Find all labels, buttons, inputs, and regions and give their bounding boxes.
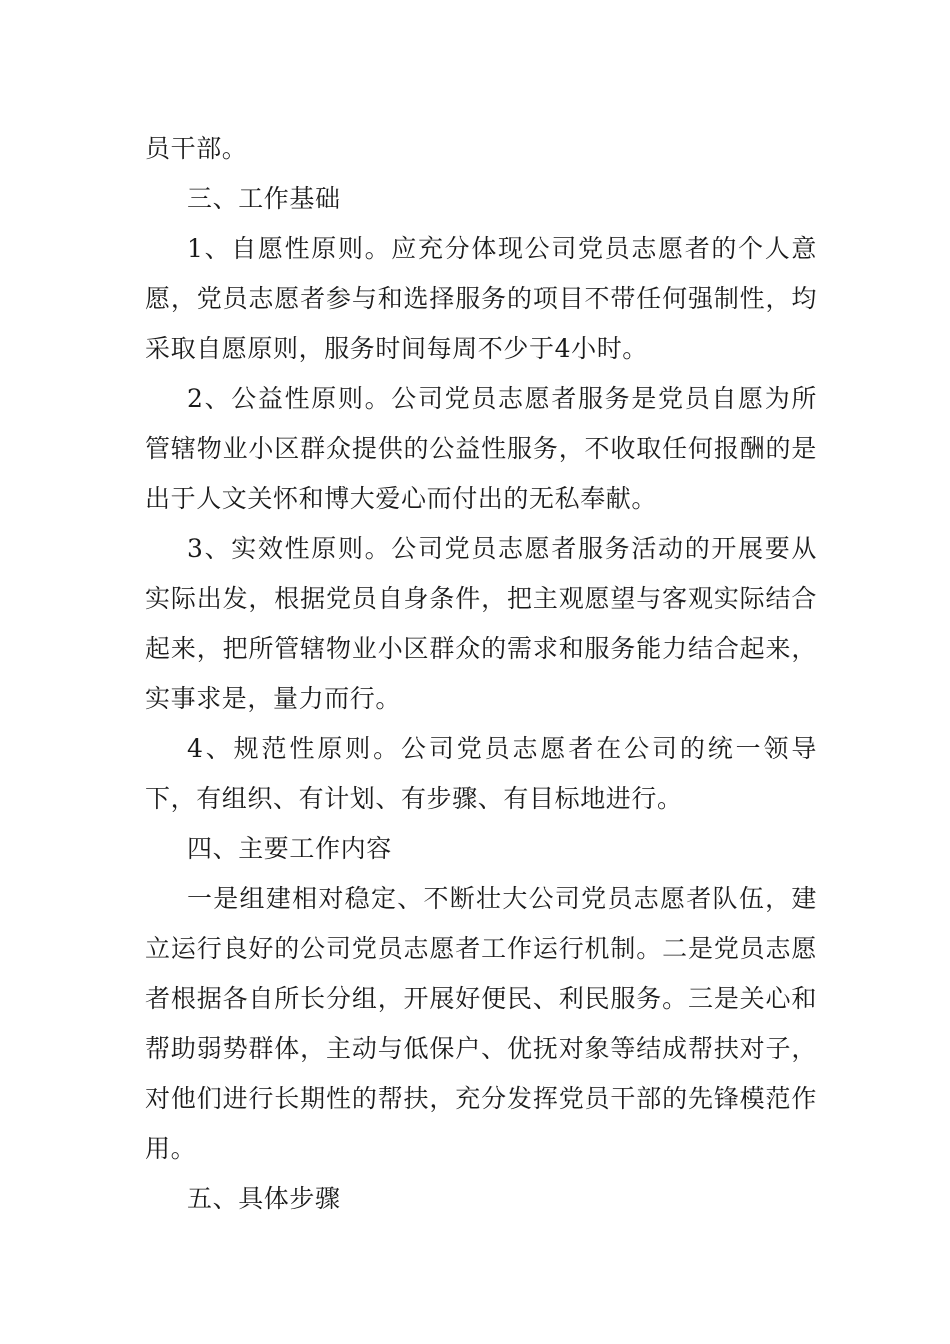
paragraph-main-work-content: 一是组建相对稳定、不断壮大公司党员志愿者队伍，建立运行良好的公司党员志愿者工作运行机制。二是党员志愿者根据各自所长分组，开展好便民、利民服务。三是关心和帮助弱势群体，主动与低保户、优抚对象等结成帮扶对子，对他们进行长期性的帮扶，充分发挥党员干部的先锋模范作用。 [145, 884, 817, 1163]
section-heading-main-work-content: 四、主要工作内容 [187, 834, 392, 863]
paragraph-public-welfare-principle: 2、公益性原则。公司党员志愿者服务是党员自愿为所管辖物业小区群众提供的公益性服务，不收取任何报酬的是出于人文关怀和博大爱心而付出的无私奉献。 [145, 384, 817, 513]
paragraph-continuation: 员干部。 [145, 134, 248, 163]
section-heading-specific-steps: 五、具体步骤 [187, 1184, 341, 1213]
paragraph-voluntary-principle: 1、自愿性原则。应充分体现公司党员志愿者的个人意愿，党员志愿者参与和选择服务的项目不带任何强制性，均采取自愿原则，服务时间每周不少于4小时。 [145, 234, 817, 363]
section-heading-work-basis: 三、工作基础 [187, 184, 341, 213]
document-body [145, 124, 817, 1224]
paragraph-standardization-principle: 4、规范性原则。公司党员志愿者在公司的统一领导下，有组织、有计划、有步骤、有目标地进行。 [145, 734, 817, 813]
paragraph-effectiveness-principle: 3、实效性原则。公司党员志愿者服务活动的开展要从实际出发，根据党员自身条件，把主观愿望与客观实际结合起来，把所管辖物业小区群众的需求和服务能力结合起来，实事求是，量力而行。 [145, 534, 817, 713]
